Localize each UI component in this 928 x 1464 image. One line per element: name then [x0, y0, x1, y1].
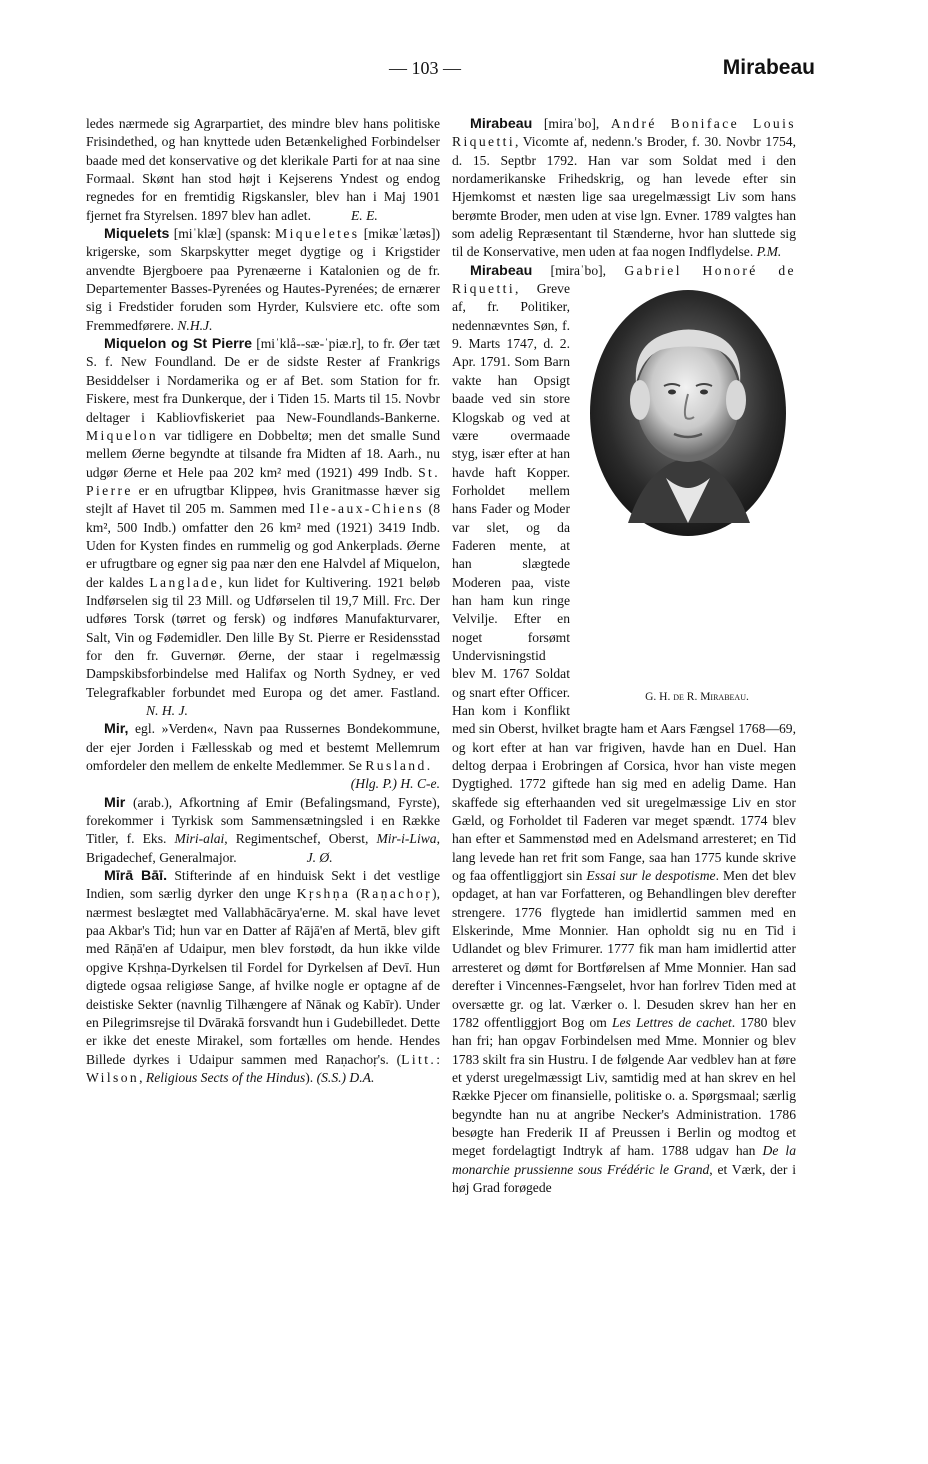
author-signature: (Hlg. P.) H. C-e.: [350, 776, 440, 792]
headword: Miquelon og St Pierre: [104, 336, 253, 353]
entry-mir-commune: Mir, egl. »Verden«, Navn paa Russernes Bondekommune, der ejer Jorden i Fællesskab og med et bestemt Mellemrum omfordeler den mellem de enkelte Medlemmer. Se Rusland.: [86, 721, 440, 774]
entry-continuation: ledes nærmede sig Agrarpartiet, des mindre blev hans politiske Frisindethed, og han knyttede uden Betænkelighed Forbindelser baade med det konservative og det klerikale Parti for at naa sine Formaal. Skønt han stod højt i Kejserens Yndest og endog regnedes for en fremtidig Rigskansler, blev han i Maj 1901 fjernet fra Styrelsen. 1897 blev han adlet. E. E.: [86, 116, 440, 223]
entry-mirabeau-gabriel: Mirabeau [miraˈbo], Gabriel Honoré de Riquetti G. H. de R. Mirabeau. , Greve af, fr. Politiker, nedennævntes Søn, f. 9. Marts 1747, d. 2. Apr. 1791. Som Barn vakte han Opsigt baade ved sin store Klogskab og ved at være overmaade styg, især efter at han havde haft Kopper. Forholdet mellem hans Fader og Moder var slet, og da Faderen mente, at han slægtede Moderen paa, viste han ham kun ringe Velvilje. Efter en noget forsømt Undervisningstid blev M. 1767 Soldat og snart efter Officer. Han kom i Konflikt med sin Oberst, hvilket bragte ham et Aars Fængsel 1768—69, og kort efter at han var frigiven, havde han en Duel. Han deltog derpaa i Erobringen af Corsica, hvor han viste megen Dygtighed. 1772 giftede han sig med en adelig Dame. Han skaffede sig efterhaanden ved sit uregelmæssige Liv en stor Gæld, og Forholdet til Faderen var meget spændt. 1774 blev han efter et Sammenstød med en Adelsmand arresteret; en Tid lang levede han ret frit som Fange, saa han 1775 kunde skrive og faa offentliggjort sin Essai sur le despotisme. Men det blev opdaget, at han var Forfatteren, og Behandlingen blev derefter strengere. 1776 flygtede han imidlertid sammen med en Elskerinde, Mme Monnier. Han opholdt sig nu en Tid i Udlandet og blev Frimurer. 1777 fik man ham imidlertid atter arresteret og dømt for Bortførelsen af Mme Monnier. Han sad derefter i Vincennes-Fængselet, hvor han forlrev Tiden med at oversætte gr. og lat. Værker o. l. Desuden skrev han her en 1782 offentliggjort Bog om Les Lettres de cachet. 1780 blev han fri; han opgav Forbindelsen med Mme. Monnier og blev 1783 skilt fra sin Hustru. I de følgende Aar vedblev han at føre et yderst uregelmæssigt Liv, samtidig med at han skrev en hel Række Pjecer om finansielle, politiske o. a. Spørgsmaal; særlig begyndte han nu at angribe Necker's Administration. 1786 besøgte han Frederik II af Preussen i Berlin og modtog et meget fordelagtigt Indtryk af ham. 1788 udgav han De la monarchie prussienne sous Frédéric le Grand, et Værk, der i høj Grad forøgede: [452, 262, 796, 1195]
portrait-caption: G. H. de R. Mirabeau.: [645, 691, 749, 704]
headword: Mirabeau: [470, 262, 533, 279]
author-signature: E. E.: [350, 207, 378, 223]
entry-mir-title: Mir (arab.), Afkortning af Emir (Befalingsmand, Fyrste), forekommer i Tyrkisk som Sammensætningsled i en Række Titler, f. Eks. Miri-alai, Regimentschef, Oberst, Mir-i-Liwa, Brigadechef, Generalmajor. J. Ø.: [86, 794, 440, 865]
author-signature: P.M.: [756, 244, 782, 260]
author-signature: N.H.J.: [177, 317, 213, 333]
portrait-figure: [578, 284, 798, 714]
headword: Miquelets: [104, 226, 170, 243]
running-title: Mirabeau: [722, 56, 815, 79]
headword: Mir: [104, 794, 126, 811]
entry-miquelets: Miquelets [miˈklæ] (spansk: Miqueletes [mikæˈlætəs]) krigerske, som Skarpskytter meget dygtige og i Krigstider anvendte Bjergboere paa Pyrenæerne i Katalonien og de fr. Departementer Basses-Pyrenées og Hautes-Pyrenées; de ernærer sig i Fredstider foruden som Hyrder, Kulsviere etc. ofte som Fremmedførere. N.H.J.: [86, 226, 441, 333]
author-signature: J. Ø.: [306, 849, 333, 865]
entry-mira-bai: Mīrā Bāī. Stifterinde af en hinduisk Sekt i det vestlige Indien, som særlig dyrker den unge Kṛshṇa (Raṇachoṛ), nærmest beslægtet med Vallabhācārya'erne. M. skal have levet paa Akbar's Tid; hun var en Datter af Rājā'en af Mertā, blev gift med Rāṇā'en af Udaipur, men blev forstødt, da hun ikke vilde opgive Kṛshṇa-Dyrkelsen til Fordel for Dyrkelsen af Devī. Hun digtede ogsaa religiøse Sange, af hvilke nogle er optagne af de deistiske Sekter (navnlig Tilhængere af Nānak og Kabīr). Under en Pilegrimsrejse til Dvārakā forsvandt hun i Gudebilledet. Dette er ikke det eneste Mirakel, som fortælles om hende. Hendes Billede dyrkes i Udaipur sammen med Raṇachoṛ's. (Litt.: Wilson, Religious Sects of the Hindus). (S.S.) D.A.: [86, 868, 441, 1085]
page-header: [40, 56, 815, 86]
author-signature-line: [86, 775, 440, 793]
headword: Mīrā Bāī.: [104, 868, 168, 885]
author-signature: (S.S.) D.A.: [316, 1069, 375, 1085]
right-column: [452, 115, 796, 1197]
headword: Mir,: [104, 721, 129, 738]
entry-mirabeau-andre: Mirabeau [miraˈbo], André Boniface Louis Riquetti, Vicomte af, nedenn.'s Broder, f. 30. Novbr 1754, d. 15. Septbr 1792. Han var som Soldat med i den nordamerikanske Frihedskrig, og han levede efter sin Hjemkomst et næsten lige saa uregelmæssigt Liv som hans berømte Broder, men uden at vise lgn. Evner. 1789 valgtes han som adelig Repræsentant til Stænderne, hvor han sluttede sig til de Konservative, men uden at faa nogen Indflydelse. P.M.: [452, 116, 796, 260]
author-signature: N. H. J.: [146, 703, 188, 718]
entry-miquelon: Miquelon og St Pierre [miˈklå--sæ-ˈpiæ.r], to fr. Øer tæt S. f. New Foundland. De er de sidste Rester af Frankrigs Besiddelser i Nordamerika og er af Bet. som Station for fr. Fiskere, mest fra Dunkerque, der i Tiden 15. Marts til 15. Novbr deltager i Kabliovfiskeriet paa New-Foundlands-Bankerne. Miquelon var tidligere en Dobbeltø; men det smalle Sund mellem Øerne begyndte at tilsande fra Midten af 18. Aarh., nu udgør Øerne et Hele paa 202 km² med (1921) 499 Indb. St. Pierre er en ufrugtbar Klippeø, hvis Granitmasse hæver sig stejlt af Havet til 205 m. Sammen med Ile-aux-Chiens (8 km², 500 Indb.) omfatter den 26 km² med (1921) 3419 Indb. Uden for Kysten findes en rummelig og god Ankerplads. Øerne er ufrugtbare og egner sig paa nær den ene Halvdel af Miquelon, der kaldes Langlade, kun lidet for Kultivering. 1921 beløb Indførselen sig til 23 Mill. og Udførselen til 19,7 Mill. Frc. Der udføres Torsk (tørret og fersk) og indføres Manufakturvarer, Salt, Vin og Fødemidler. Den lille By St. Pierre er Residensstad for den fr. Guvernør. Øerne, der staar i regelmæssig Dampskibsforbindelse med Halifax og North Sydney, er ved Telegrafkabler forbundet med Europa og det amer. Fastland.N. H. J.: [86, 336, 440, 718]
left-column: [86, 115, 440, 1087]
page-number: — 103 —: [389, 58, 461, 78]
portrait-image: [588, 288, 788, 538]
headword: Mirabeau: [470, 116, 533, 132]
